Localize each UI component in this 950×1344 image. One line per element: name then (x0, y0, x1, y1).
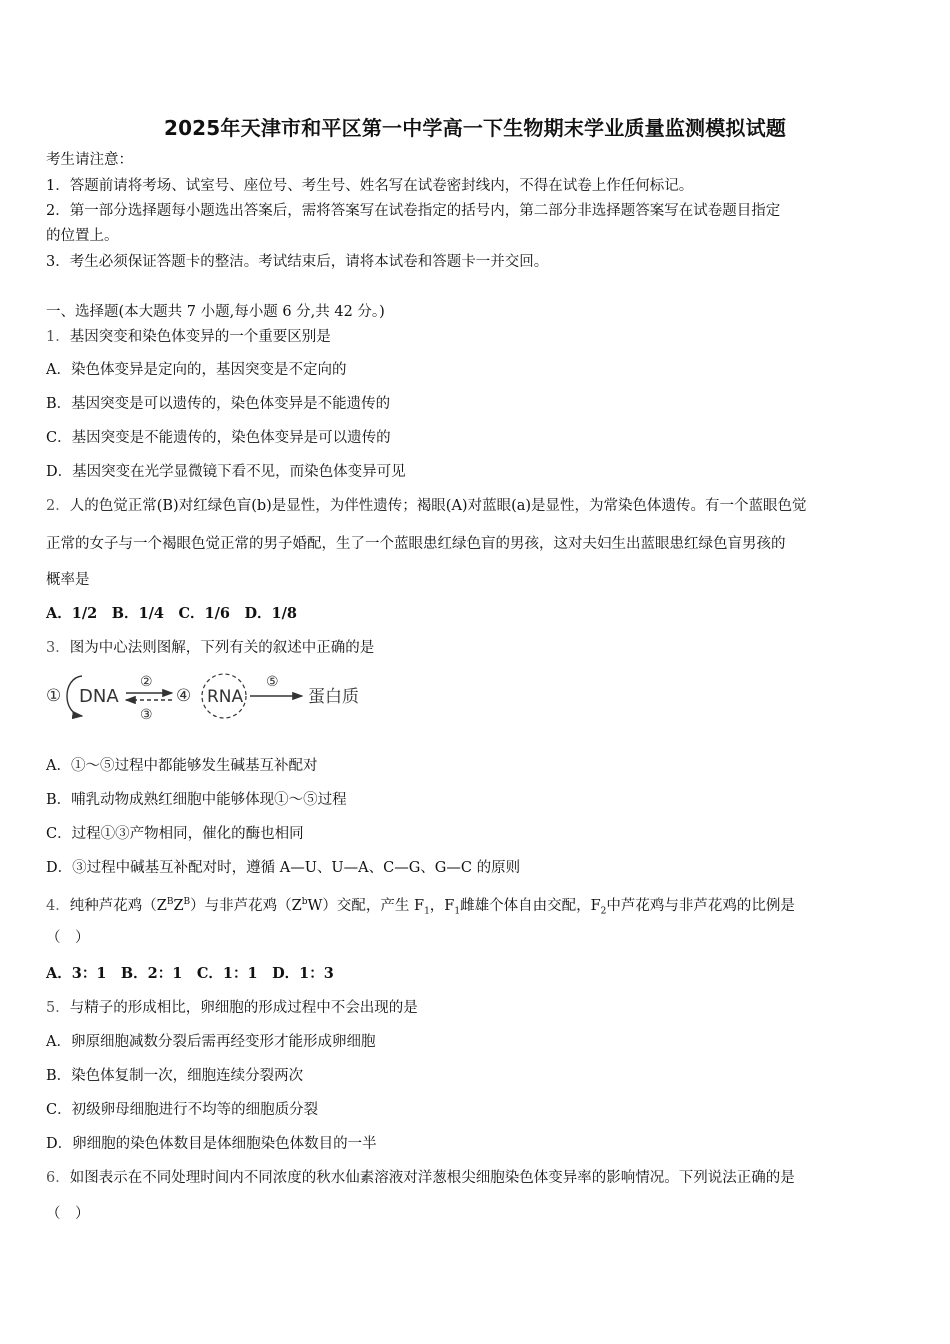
question-6-stem (46, 1168, 795, 1188)
dna-label: DNA (79, 686, 119, 707)
notice-item-3: 3．考生必须保证答题卡的整洁。考试结束后，请将本试卷和答题卡一并交回。 (46, 254, 549, 270)
question-1-option-a: A．染色体变异是定向的，基因突变是不定向的 (46, 362, 347, 378)
question-6-text: 如图表示在不同处理时间内不同浓度的秋水仙素溶液对洋葱根尖细胞染色体变异率的影响情况。下列说法正确的是 (69, 1170, 795, 1186)
question-3-text: 图为中心法则图解，下列有关的叙述中正确的是 (69, 640, 375, 656)
question-6-number: 6． (46, 1170, 70, 1186)
question-1-stem (46, 327, 331, 347)
superscript-b-2: B (183, 897, 191, 907)
question-1-option-d: D．基因突变在光学显微镜下看不见，而染色体变异可见 (46, 464, 406, 480)
question-4-text-5: ，F (429, 897, 455, 914)
question-4-text-4: W）交配，产生 F (307, 897, 425, 914)
question-2-line-1 (46, 496, 807, 516)
question-5-option-a: A．卵原细胞减数分裂后需再经变形才能形成卵细胞 (46, 1034, 376, 1050)
question-3-option-a: A．①～⑤过程中都能够发生碱基互补配对 (46, 758, 318, 774)
process-5-label: ⑤ (266, 674, 279, 690)
question-3-number: 3． (46, 640, 70, 656)
question-5-option-b: B．染色体复制一次，细胞连续分裂两次 (46, 1068, 304, 1084)
question-2-line-3: 概率是 (46, 572, 90, 588)
section-heading: 一、选择题(本大题共 7 小题,每小题 6 分,共 42 分。) (46, 304, 385, 320)
page-title: 2025年天津市和平区第一中学高一下生物期末学业质量监测模拟试题 (163, 116, 787, 140)
subscript-1-b: 1 (454, 906, 461, 917)
question-2-number: 2． (46, 498, 70, 514)
question-4-text-3: ）与非芦花鸡（Z (190, 897, 302, 914)
question-5-number: 5． (46, 1000, 70, 1016)
question-5-stem (46, 998, 418, 1018)
notice-item-1: 1．答题前请将考场、试室号、座位号、考生号、姓名写在试卷密封线内，不得在试卷上作任何标记。 (46, 178, 694, 194)
question-4-options: A．3：1 B．2：1 C．1：1 D．1：3 (46, 965, 334, 982)
question-3-option-c: C．过程①③产物相同，催化的酶也相同 (46, 826, 304, 842)
process-3-label: ③ (140, 707, 153, 723)
question-6-answer-blank: （ ） (46, 1206, 90, 1222)
question-1-option-c: C．基因突变是不能遗传的，染色体变异是可以遗传的 (46, 430, 391, 446)
question-1-number: 1． (46, 329, 70, 345)
question-4-stem (46, 892, 795, 922)
question-3-stem (46, 638, 374, 658)
subscript-1-a: 1 (424, 906, 430, 917)
question-2-text-1: 人的色觉正常(B)对红绿色盲(b)是显性，为伴性遗传；褐眼(A)对蓝眼(a)是显性，为常染色体遗传。有一个蓝眼色觉 (69, 498, 807, 514)
process-4-label: ④ (176, 686, 192, 706)
question-5-option-c: C．初级卵母细胞进行不均等的细胞质分裂 (46, 1102, 319, 1118)
central-dogma-diagram (44, 668, 384, 724)
process-1-label: ① (46, 686, 62, 706)
question-3-option-d: D．③过程中碱基互补配对时，遵循 A—U、U—A、C—G、G—C 的原则 (46, 860, 521, 876)
protein-label: 蛋白质 (308, 687, 359, 707)
question-2-line-2: 正常的女子与一个褐眼色觉正常的男子婚配，生了一个蓝眼患红绿色盲的男孩，这对夫妇生出蓝眼患红绿色盲男孩的 (46, 536, 786, 552)
question-4-text-1: 纯种芦花鸡（Z (69, 897, 167, 914)
question-4-text-6: 雌雄个体自由交配，F (460, 897, 601, 914)
question-1-text: 基因突变和染色体变异的一个重要区别是 (69, 329, 331, 345)
superscript-b-1: B (166, 897, 174, 907)
question-5-text: 与精子的形成相比，卵细胞的形成过程中不会出现的是 (69, 1000, 418, 1016)
question-4-text-7: 中芦花鸡与非芦花鸡的比例是 (606, 897, 795, 914)
notice-item-2: 2．第一部分选择题每小题选出答案后，需将答案写在试卷指定的括号内，第二部分非选择题答案写在试卷题目指定 (46, 203, 781, 219)
question-3-option-b: B．哺乳动物成熟红细胞中能够体现①～⑤过程 (46, 792, 347, 808)
question-4-text-2: Z (173, 897, 184, 914)
superscript-b-lower: b (301, 897, 308, 907)
notice-heading: 考生请注意： (46, 152, 133, 168)
notice-item-2-cont: 的位置上。 (46, 228, 119, 244)
question-2-options: A．1/2 B．1/4 C．1/6 D．1/8 (46, 605, 298, 622)
process-2-label: ② (140, 674, 153, 690)
question-5-option-d: D．卵细胞的染色体数目是体细胞染色体数目的一半 (46, 1136, 377, 1152)
question-1-option-b: B．基因突变是可以遗传的，染色体变异是不能遗传的 (46, 396, 391, 412)
question-4-answer-blank: （ ） (46, 930, 90, 946)
question-4-number: 4． (46, 897, 70, 914)
subscript-2: 2 (600, 906, 607, 917)
rna-label: RNA (207, 687, 244, 707)
